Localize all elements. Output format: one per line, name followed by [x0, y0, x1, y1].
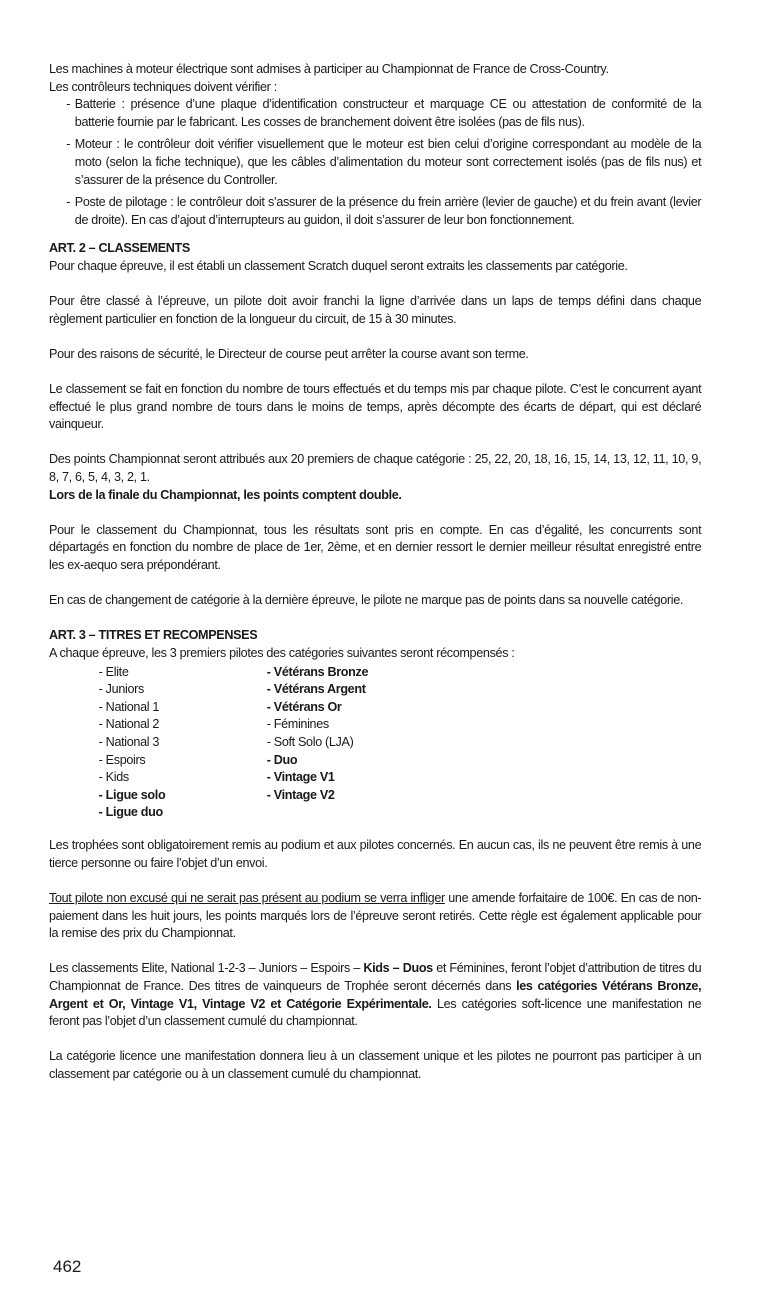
category-item: - National 2 — [98, 716, 160, 732]
category-item: - Ligue solo — [98, 786, 166, 802]
category-item: - National 3 — [98, 733, 160, 749]
category-item: - Juniors — [98, 681, 144, 697]
paragraph: Les classements Elite, National 1-2-3 – Juniors – Espoirs – Kids – Duos et Féminines, feront l’objet d’attribution de titres du Championnat de France. Des titres de vainqueurs de Trophée seront décernés dans les catégories Vétérans Bronze, Argent et Or, Vintage V1, Vintage V2 et Catégorie Expérimentale. Les catégories soft-licence une manifestation ne feront pas l’objet d’un classement cumulé du championnat. — [49, 960, 702, 1029]
paragraph: Tout pilote non excusé qui ne serait pas présent au podium se verra infliger une amende forfaitaire de 100€. En cas de non-paiement dans les huit jours, les points marqués lors de l’épreuve seront retirés. Cette règle est également applicable pour la remise des prix du Championnat. — [49, 889, 702, 941]
paragraph: En cas de changement de catégorie à la dernière épreuve, le pilote ne marque pas de points dans sa nouvelle catégorie. — [49, 592, 684, 608]
category-item: - Vétérans Argent — [266, 681, 366, 697]
paragraph: La catégorie licence une manifestation donnera lieu à un classement unique et les pilotes ne pourront pas participer à un classement par catégorie ou à un classement cumulé du championnat. — [49, 1048, 702, 1081]
checks-list — [49, 95, 701, 228]
categories-list — [49, 663, 701, 819]
paragraph: Le classement se fait en fonction du nombre de tours effectués et du temps mis par chaque pilote. C’est le concurrent ayant effectué le plus grand nombre de tours dans le moins de temps, après décompte des écarts de départ, qui est déclaré vainqueur. — [49, 381, 702, 432]
paragraph: Pour être classé à l’épreuve, un pilote doit avoir franchi la ligne d’arrivée dans un laps de temps défini dans chaque règlement particulier en fonction de la longueur du circuit, de 15 à 30 minutes. — [49, 293, 702, 326]
section-title-art2: ART. 2 – CLASSEMENTS — [49, 240, 190, 256]
category-item: - Vétérans Or — [266, 698, 342, 714]
category-item: - Vintage V1 — [266, 769, 335, 785]
paragraph: Des points Championnat seront attribués aux 20 premiers de chaque catégorie : 25, 22, 20, 18, 16, 15, 14, 13, 12, 11, 10, 9, 8, 7, 6, 5, 4, 3, 2, 1. — [49, 451, 702, 485]
category-item: - Soft Solo (LJA) — [266, 733, 354, 749]
page-number: 462 — [53, 1257, 82, 1276]
section-title-art3: ART. 3 – TITRES ET RECOMPENSES — [49, 627, 258, 643]
intro-line-2: Les contrôleurs techniques doivent vérifier : — [49, 78, 277, 94]
paragraph-bold: Lors de la finale du Championnat, les points comptent double. — [49, 486, 402, 502]
category-item: - Féminines — [266, 716, 329, 732]
paragraph: Pour chaque épreuve, il est établi un classement Scratch duquel seront extraits les classements par catégorie. — [49, 257, 628, 273]
categories-column-1 — [99, 663, 166, 821]
category-item: - Kids — [98, 769, 129, 785]
category-item: - Duo — [266, 751, 298, 767]
paragraph: Pour le classement du Championnat, tous les résultats sont pris en compte. En cas d’égalité, les concurrents sont départagés en fonction du nombre de place de 1er, 2ème, et en dernier ressort le dernier meilleur résultat enregistré entre les ex-aequo sera prépondérant. — [49, 521, 702, 573]
underlined-text: Tout pilote non excusé qui ne serait pas présent au podium se verra infliger — [49, 889, 445, 905]
paragraph: A chaque épreuve, les 3 premiers pilotes des catégories suivantes seront récompensés : — [49, 645, 515, 660]
list-item: - Moteur : le contrôleur doit vérifier visuellement que le moteur est bien celui d’origine correspondant au modèle de la moto (selon la fiche technique), que les câbles d’alimentation du moteur sont correctement isolés (pas de fils nus) et s’assurer de la présence du Controller. — [66, 136, 702, 187]
category-item: - Vétérans Bronze — [266, 663, 369, 679]
category-item: - National 1 — [98, 698, 160, 714]
paragraph: Les trophées sont obligatoirement remis au podium et aux pilotes concernés. En aucun cas, ils ne peuvent être remis à une tierce personne ou faire l’objet d’un envoi. — [49, 837, 702, 870]
list-item: - Batterie : présence d’une plaque d’identification constructeur et marquage CE ou attestation de conformité de la batterie fournie par le fabricant. Les cosses de branchement doivent être isolées (pas de fils nus). — [66, 96, 702, 129]
category-item: - Espoirs — [98, 751, 146, 767]
categories-column-2 — [267, 663, 368, 804]
list-item: - Poste de pilotage : le contrôleur doit s’assurer de la présence du frein arrière (levier de gauche) et du frein avant (levier de droite). En cas d’ajout d’interrupteurs au guidon, il doit s’assurer de leur bon fonctionnement. — [66, 194, 702, 227]
category-item: - Vintage V2 — [266, 786, 335, 802]
paragraph: Pour des raisons de sécurité, le Directeur de course peut arrêter la course avant son terme. — [49, 345, 529, 361]
category-item: - Elite — [98, 663, 129, 679]
category-item: - Ligue duo — [98, 804, 163, 820]
page-body — [49, 60, 701, 1083]
intro-line-1: Les machines à moteur électrique sont admises à participer au Championnat de France de Cross-Country. — [49, 61, 609, 76]
